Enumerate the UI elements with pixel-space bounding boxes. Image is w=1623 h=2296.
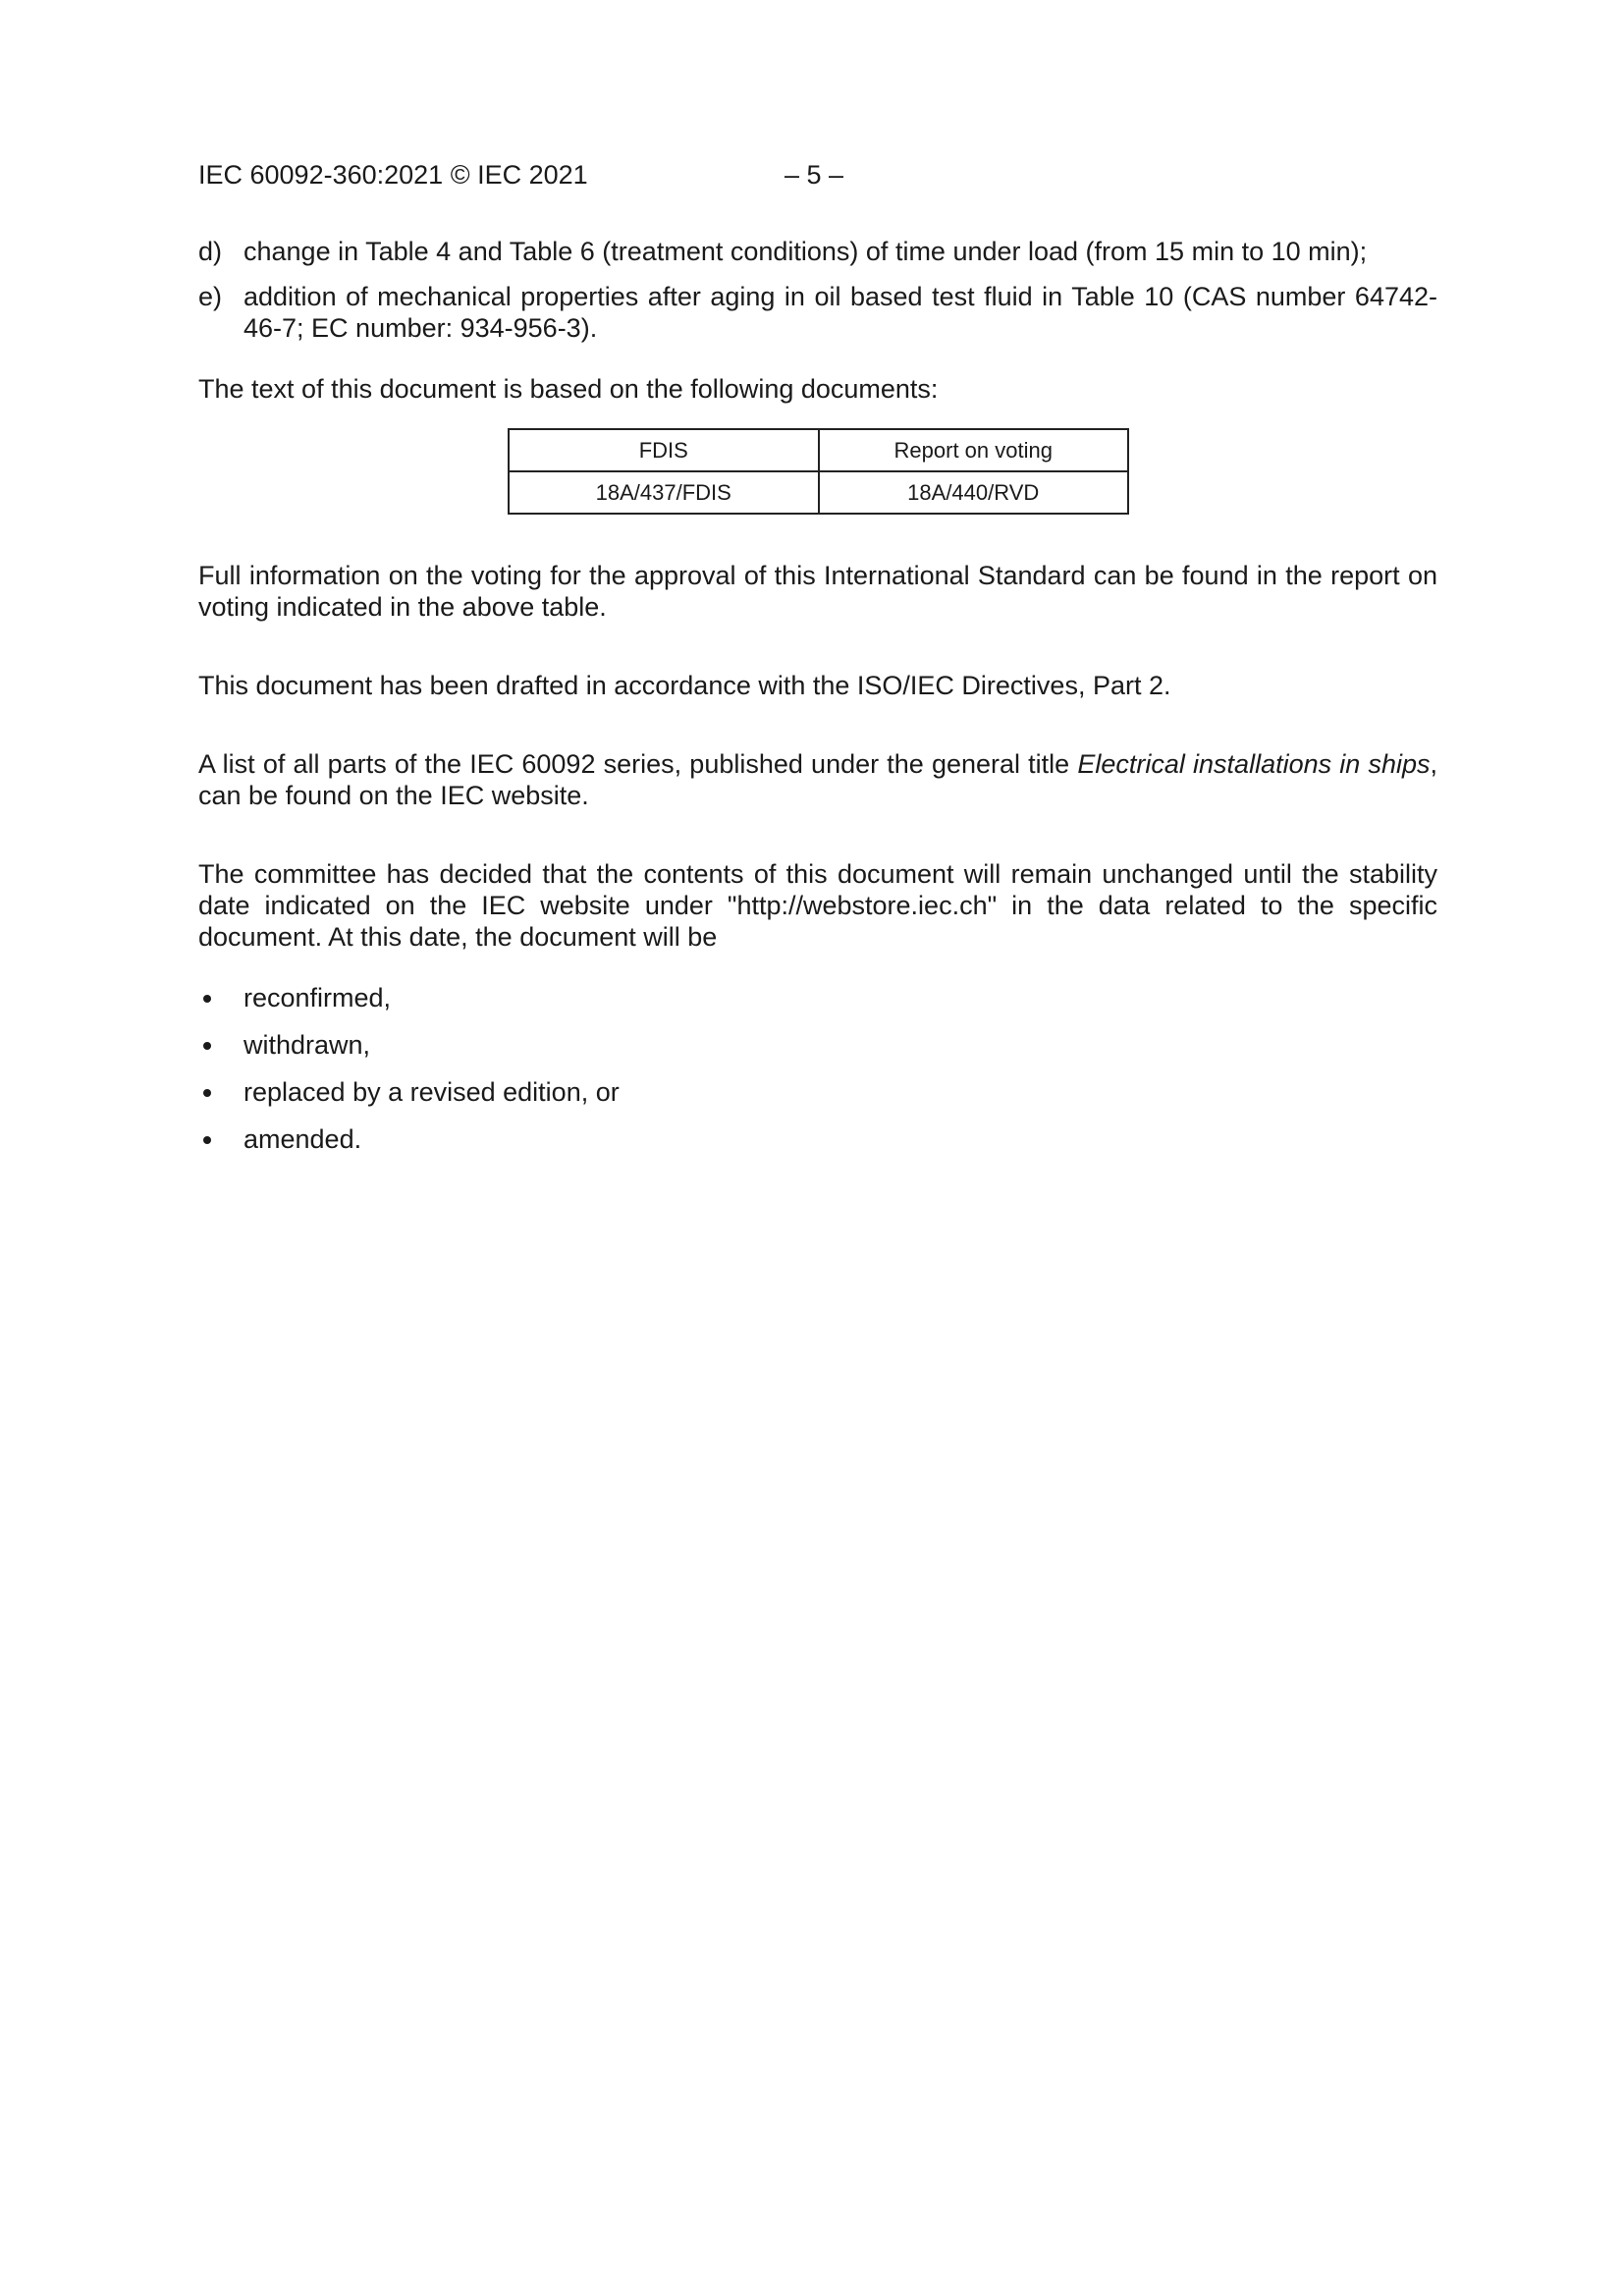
table-cell-fdis: 18A/437/FDIS: [509, 471, 819, 514]
table-cell-rvd: 18A/440/RVD: [819, 471, 1129, 514]
drafting-paragraph: This document has been drafted in accordance with the ISO/IEC Directives, Part 2.: [198, 671, 1171, 700]
list-marker: d): [198, 237, 223, 266]
outcome-bullet-list: [198, 982, 1437, 1171]
list-item: [198, 982, 1437, 1029]
list-item-text: change in Table 4 and Table 6 (treatment conditions) of time under load (from 15 min to 10 min);: [243, 237, 1368, 266]
bullet-text: reconfirmed,: [243, 983, 392, 1012]
bullet-icon: [203, 1136, 211, 1144]
series-text-after: , can be found on the IEC website.: [198, 749, 1437, 810]
documents-intro-paragraph: The text of this document is based on the following documents:: [198, 374, 939, 404]
page-content: [198, 236, 1437, 1171]
series-paragraph: [198, 748, 1437, 811]
voting-documents-table-wrapper: [508, 428, 1129, 515]
page-number: – 5 –: [784, 160, 844, 190]
bullet-icon: [203, 1089, 211, 1097]
series-title: Electrical installations in ships: [1077, 749, 1431, 779]
list-item-text: addition of mechanical properties after aging in oil based test fluid in Table 10 (CAS number 64742-46-7; EC number: 934-956-3).: [243, 282, 1437, 343]
list-item-e: [198, 281, 1437, 344]
document-identifier: IEC 60092-360:2021 © IEC 2021: [198, 160, 588, 190]
voting-info-paragraph: Full information on the voting for the approval of this International Standard can be found in the report on voting indicated in the above table.: [198, 561, 1437, 622]
series-text-before: A list of all parts of the IEC 60092 series, published under the general title: [198, 749, 1078, 779]
bullet-text: replaced by a revised edition, or: [243, 1077, 620, 1107]
table-header-cell-report: Report on voting: [819, 429, 1129, 471]
list-item: [198, 1076, 1437, 1123]
bullet-text: withdrawn,: [243, 1030, 371, 1060]
list-item: [198, 1123, 1437, 1171]
table-header-row: [509, 429, 1128, 471]
bullet-text: amended.: [243, 1124, 362, 1154]
bullet-icon: [203, 995, 211, 1003]
list-item: [198, 1029, 1437, 1076]
stability-paragraph: The committee has decided that the contents of this document will remain unchanged until the stability date indicated on the IEC website under "http://webstore.iec.ch" in the data related to the specific document. At this date, the document will be: [198, 859, 1437, 952]
page-header: [198, 159, 1437, 194]
table-header-cell-fdis: FDIS: [509, 429, 819, 471]
list-marker: e): [198, 282, 223, 311]
voting-documents-table: [508, 428, 1129, 515]
list-item-d: [198, 236, 1437, 267]
bullet-icon: [203, 1042, 211, 1050]
table-row: [509, 471, 1128, 514]
